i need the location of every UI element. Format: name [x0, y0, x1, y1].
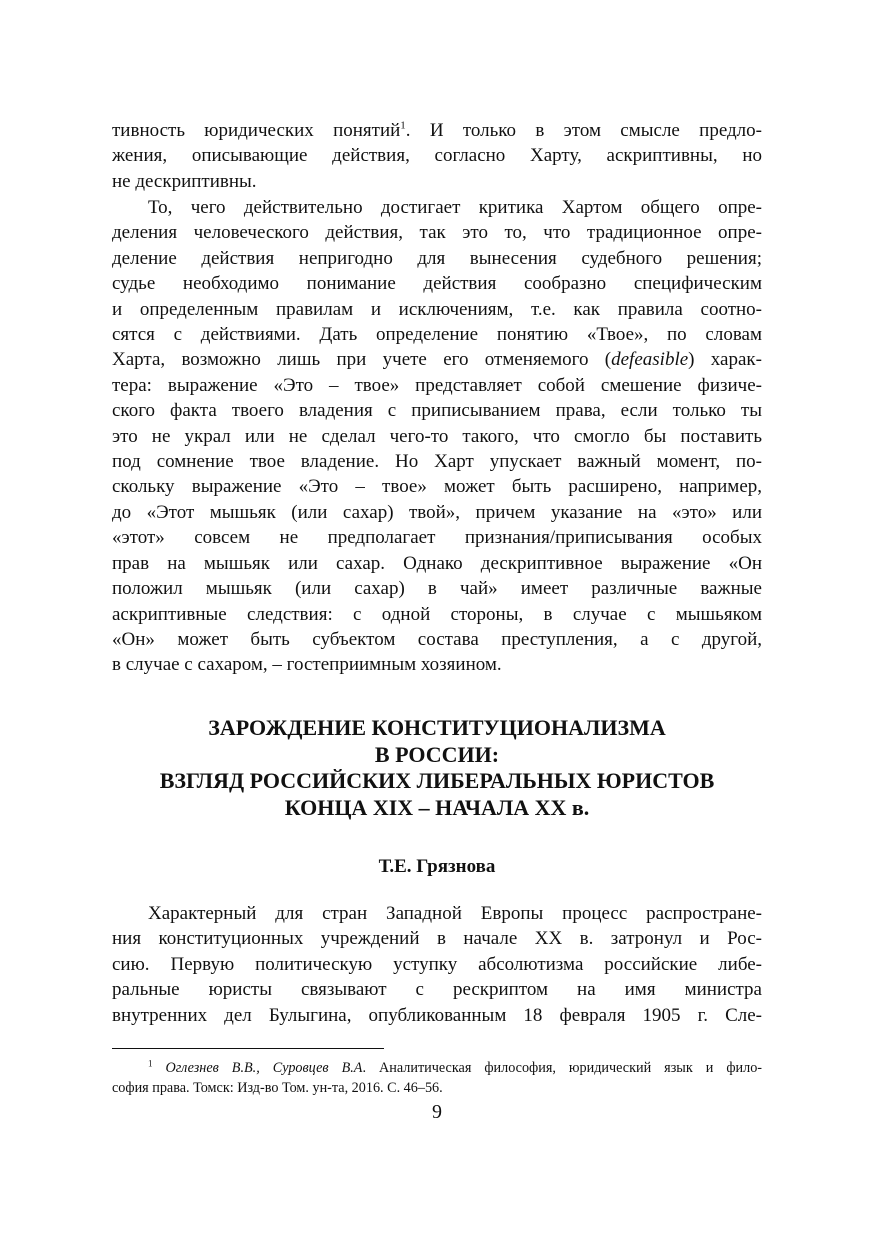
text-line: ского факта твоего владения с приписыванием права, если только ты — [112, 400, 762, 422]
footnote-authors: Оглезнев В.В., Суровцев В.А — [165, 1060, 363, 1076]
text-line: в случае с сахаром, – гостеприимным хозяином. — [112, 654, 502, 676]
text-line: деление действия непригодно для вынесения судебного решения; — [112, 247, 762, 269]
title-line: ЗАРОЖДЕНИЕ КОНСТИТУЦИОНАЛИЗМА — [208, 715, 666, 740]
text-line: тера: выражение «Это – твое» представляет собой смешение физиче- — [112, 374, 762, 396]
page-number: 9 — [432, 1101, 442, 1123]
paragraph-article-intro — [112, 901, 762, 1028]
text-line: Харта, возможно лишь при учете его отменяемого (defeasible) харак- — [112, 349, 762, 371]
text-line: То, чего действительно достигает критика Хартом общего опре- — [148, 197, 762, 218]
footnote-divider — [112, 1048, 384, 1049]
text-line: под сомнение твое владение. Но Харт упускает важный момент, по- — [112, 451, 762, 473]
text-line: это не украл или не сделал чего-то такого, что смогло бы поставить — [112, 425, 762, 447]
article-author: Т.Е. Грязнова — [378, 856, 496, 877]
text-line: сию. Первую политическую уступку абсолютизма российские либе- — [112, 953, 762, 975]
text-line: тивность юридических понятий$^1$. И только в этом смысле предло- — [112, 119, 762, 141]
article-title — [112, 715, 762, 821]
text-line: Характерный для стран Западной Европы процесс распростране- — [148, 903, 762, 924]
italic-term: defeasible — [611, 349, 689, 371]
text-line: судье необходимо понимание действия сообразно специфическим — [112, 273, 762, 295]
paragraph-continuation — [112, 118, 762, 194]
text-line: скольку выражение «Это – твое» может быть расширено, например, — [112, 476, 762, 498]
title-line: КОНЦА XIX – НАЧАЛА XX в. — [284, 794, 590, 820]
text-line: ния конституционных учреждений в начале XX в. затронул и Рос- — [112, 928, 762, 950]
paragraph-hart-critique — [112, 195, 762, 678]
footnote — [112, 1058, 762, 1098]
title-line: ВЗГЛЯД РОССИЙСКИХ ЛИБЕРАЛЬНЫХ ЮРИСТОВ — [159, 768, 715, 793]
footnote-marker: 1 — [148, 1058, 153, 1069]
text-line: не дескриптивны. — [112, 170, 257, 192]
footnote-reference: 1 — [400, 119, 406, 132]
footnote-line: софия права. Томск: Изд-во Том. ун-та, 2016. С. 46–56. — [112, 1080, 443, 1096]
text-line: прав на мышьяк или сахар. Однако дескриптивное выражение «Он — [112, 552, 762, 574]
text-line: деления человеческого действия, так это то, что традиционное опре- — [112, 222, 762, 244]
text-line: внутренних дел Булыгина, опубликованным 18 февраля 1905 г. Сле- — [112, 1004, 762, 1026]
footnote-line: $^1$ Оглезнев В.В., Суровцев В.А. Аналитическая философия, юридический язык и фило- — [148, 1058, 763, 1076]
text-line: положил мышьяк (или сахар) в чай» имеет различные важные — [112, 578, 762, 600]
text-line: «Он» может быть субъектом состава преступления, а с другой, — [112, 628, 762, 650]
text-line: ральные юристы связывают с рескриптом на имя министра — [112, 979, 762, 1001]
text-line: «этот» совсем не предполагает признания/приписывания особых — [112, 527, 762, 549]
text-line: и определенным правилам и исключениям, т.е. как правила соотно- — [112, 298, 762, 320]
text-line: до «Этот мышьяк (или сахар) твой», причем указание на «это» или — [112, 501, 762, 523]
text-line: жения, описывающие действия, согласно Харту, аскриптивны, но — [112, 145, 762, 167]
text-line: аскриптивные следствия: с одной стороны, в случае с мышьяком — [112, 603, 762, 625]
text-line: сятся с действиями. Дать определение понятию «Твое», по словам — [112, 324, 762, 346]
title-line: В РОССИИ: — [374, 741, 500, 767]
